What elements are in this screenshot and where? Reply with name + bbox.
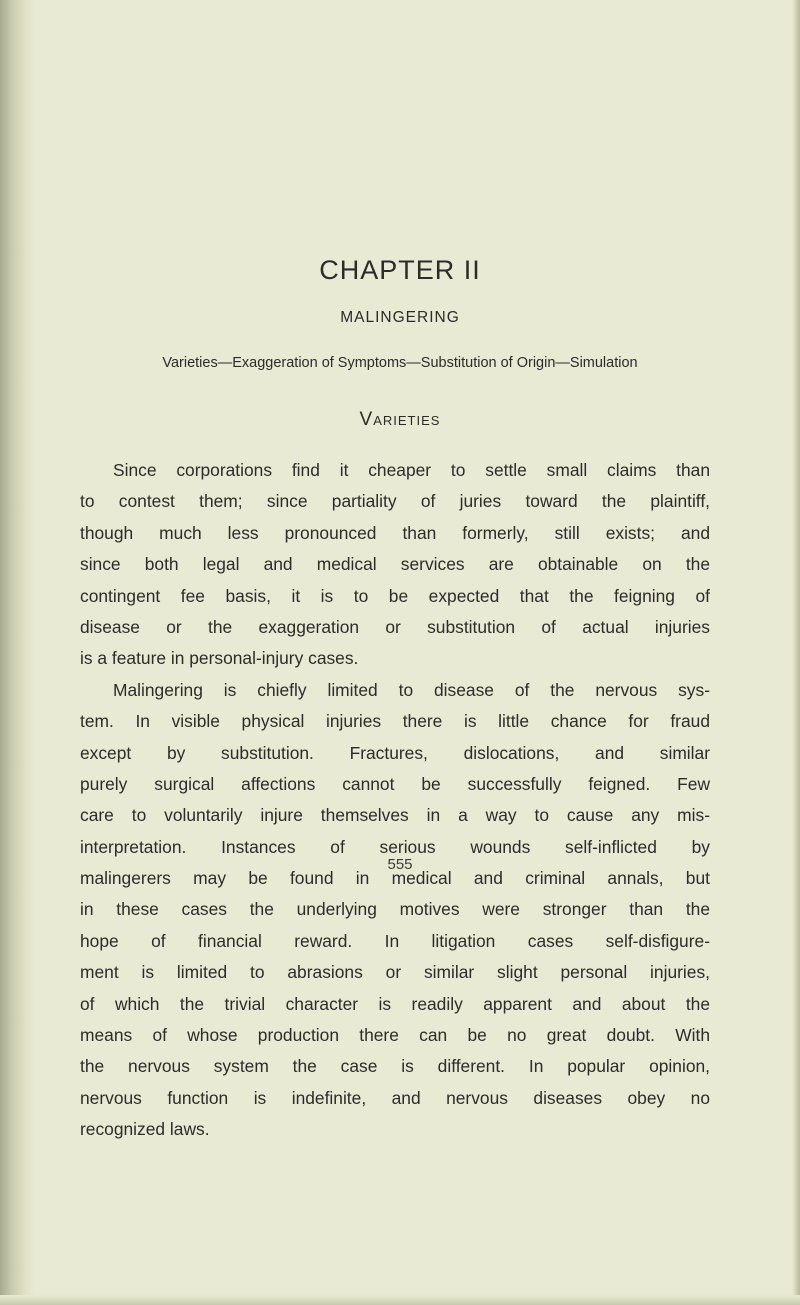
paragraph-line: malingerers may be found in medical and criminal annals, but xyxy=(80,868,710,889)
paragraph-line: since both legal and medical services are obtainable on the xyxy=(80,554,710,575)
paragraph-line: care to voluntarily injure themselves in a way to cause any mis- xyxy=(80,805,710,826)
paragraph-line: to contest them; since partiality of juries toward the plaintiff, xyxy=(80,491,710,512)
paragraph-line: contingent fee basis, it is to be expected that the feigning of xyxy=(80,585,710,606)
chapter-synopsis: Varieties—Exaggeration of Symptoms—Substitution of Origin—Simulation xyxy=(162,355,638,371)
page-edge-shadow-right xyxy=(792,0,800,1305)
paragraph-line: ment is limited to abrasions or similar slight personal injuries, xyxy=(80,962,710,983)
body-text xyxy=(80,455,710,1146)
chapter-title: MALINGERING xyxy=(340,309,460,326)
paragraph-line: nervous function is indefinite, and nervous diseases obey no xyxy=(80,1087,710,1108)
paragraph-line: means of whose production there can be no great doubt. With xyxy=(80,1025,710,1046)
paragraph-line: except by substitution. Fractures, dislocations, and similar xyxy=(80,742,710,763)
paragraph-line: recognized laws. xyxy=(80,1119,210,1140)
paragraph-line: the nervous system the case is different. In popular opinion, xyxy=(80,1056,710,1077)
section-heading: Varieties xyxy=(359,409,441,430)
paragraph-line: is a feature in personal-injury cases. xyxy=(80,648,359,669)
paragraph-line: interpretation. Instances of serious wounds self-inflicted by xyxy=(80,836,710,857)
paragraph-line: Since corporations find it cheaper to settle small claims than xyxy=(113,460,710,480)
paragraph-line: though much less pronounced than formerly, still exists; and xyxy=(80,522,710,543)
paragraph-line: disease or the exaggeration or substitution of actual injuries xyxy=(80,616,710,637)
chapter-heading: CHAPTER II xyxy=(319,255,481,285)
paragraph-line: tem. In visible physical injuries there is little chance for fraud xyxy=(80,711,710,732)
paragraph-line: hope of financial reward. In litigation cases self-disfigure- xyxy=(80,930,710,951)
paragraph-line: purely surgical affections cannot be successfully feigned. Few xyxy=(80,773,710,794)
page-number: 555 xyxy=(387,856,413,873)
paragraph-line: in these cases the underlying motives were stronger than the xyxy=(80,899,710,920)
page-edge-shadow-bottom xyxy=(0,1295,800,1305)
paragraph-line: of which the trivial character is readily apparent and about the xyxy=(80,993,710,1014)
page-binding-shadow xyxy=(0,0,34,1305)
paragraph-line: Malingering is chiefly limited to disease of the nervous sys- xyxy=(113,679,710,700)
